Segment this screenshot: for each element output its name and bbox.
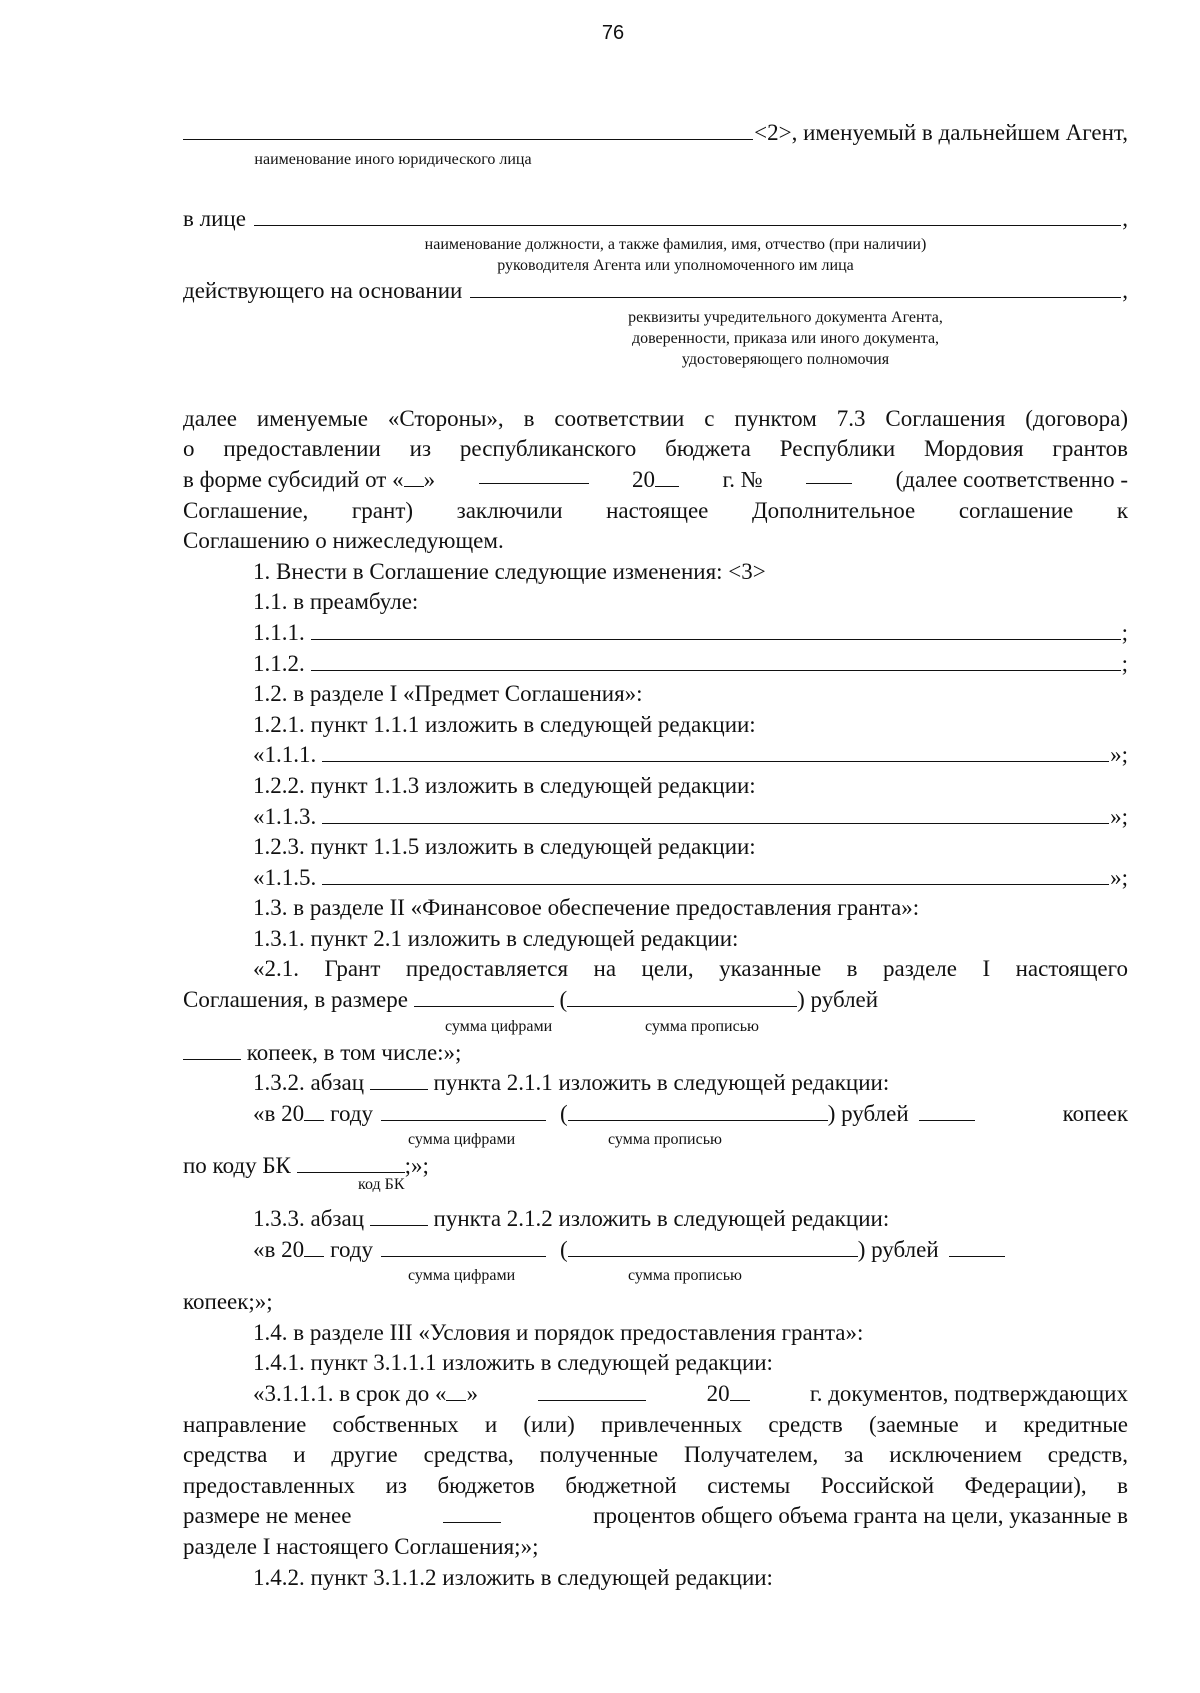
in-20: «в 20 (253, 1100, 305, 1126)
item-1-3-3 (183, 1204, 1128, 1235)
deadline-close: » (466, 1381, 478, 1406)
semicolon: ; (1121, 619, 1128, 645)
item-1-3: 1.3. в разделе II «Финансовое обеспечение предоставления гранта»: (253, 895, 920, 921)
sum-digits-blank (414, 988, 554, 1007)
caption-row-1-3-2 (183, 1129, 1128, 1151)
item-1-1-2-label: 1.1.2. (253, 650, 305, 676)
in-person-caption-2: руководителя Агента или уполномоченного им лица (497, 257, 854, 275)
deadline-open: «3.1.1.1. в срок до « (253, 1381, 447, 1406)
basis-blank (470, 277, 1121, 298)
min-size-label: размере не менее (183, 1503, 352, 1529)
year-blank (304, 1102, 324, 1121)
rubles-label: ) рублей (857, 1236, 939, 1262)
paren-open: ( (560, 1236, 568, 1262)
item-1-2-3: 1.2.3. пункт 1.1.5 изложить в следующей редакции: (253, 834, 756, 860)
year-blank (730, 1382, 750, 1401)
caption-sum-words: сумма прописью (608, 1131, 722, 1149)
close-quote: »; (1110, 803, 1128, 829)
kbk-blank (297, 1154, 405, 1173)
agent-line (183, 118, 1128, 149)
kopeks-line (183, 1038, 1128, 1069)
kbk-line (183, 1151, 1128, 1182)
basis-line (183, 276, 1128, 307)
sum-words-blank (568, 1238, 858, 1257)
sum-digits-blank (381, 1102, 546, 1121)
agent-suffix: <2>, именуемый в дальнейшем Агент, (754, 120, 1128, 145)
rubles-label: ) рублей (827, 1100, 909, 1126)
item-1-2-2: 1.2.2. пункт 1.1.3 изложить в следующей редакции: (253, 772, 756, 798)
caption-sum-digits: сумма цифрами (445, 1017, 553, 1035)
agent-name-blank (183, 119, 753, 140)
paragraph-3-1-1-1-line-3: средства и другие средства, полученные Получателем, за исключением средств, (183, 1442, 1128, 1468)
page-number: 76 (601, 22, 625, 44)
close-quote: »; (1110, 742, 1128, 768)
in-20: «в 20 (253, 1236, 305, 1262)
year-prefix: 20 (706, 1381, 730, 1406)
year-label: году (330, 1100, 374, 1126)
caption-sum-words: сумма прописью (645, 1017, 759, 1035)
year-label: году (330, 1236, 374, 1262)
kopeks-label: копеек (1062, 1100, 1128, 1126)
semicolon: ; (1121, 650, 1128, 676)
paragraph-2-1-line-2 (183, 985, 1128, 1016)
paragraph-label: 1.3.3. абзац (253, 1206, 365, 1232)
paragraph-3-1-1-1-line-4: предоставленных из бюджетов бюджетной системы Российской Федерации), в (183, 1472, 1128, 1498)
percent-blank (443, 1504, 501, 1523)
item-1-1-1-label: 1.1.1. (253, 619, 305, 645)
caption-row-1-3-3 (183, 1265, 1128, 1287)
day-blank (404, 468, 424, 487)
intro-line-4: Соглашение, грант) заключили настоящее Дополнительное соглашение к (183, 497, 1128, 523)
item-1-2: 1.2. в разделе I «Предмет Соглашения»: (253, 681, 643, 707)
caption-sum-digits: сумма цифрами (408, 1267, 516, 1285)
kbk-end: ;»; (404, 1153, 429, 1179)
item-1-1-2 (183, 649, 1128, 680)
paren-open: ( (559, 987, 568, 1013)
item-1-3-3-text: пункта 2.1.2 изложить в следующей редакции: (433, 1206, 890, 1232)
close-quote: »; (1110, 864, 1128, 890)
intro-line-3-end: (далее соответственно - (895, 466, 1128, 492)
item-1-3-1: 1.3.1. пункт 2.1 изложить в следующей редакции: (253, 925, 739, 951)
caption-sum-digits: сумма цифрами (408, 1131, 516, 1149)
in-person-caption-1: наименование должности, а также фамилия, имя, отчество (при наличии) (424, 236, 927, 254)
item-1-1-1-blank (311, 619, 1121, 640)
in-person-blank (254, 205, 1121, 226)
intro-line-5: Соглашению о нижеследующем. (183, 528, 504, 554)
basis-caption-2: доверенности, приказа или иного документа, (631, 329, 940, 347)
intro-line-2: о предоставлении из республиканского бюджета Республики Мордовия грантов (183, 436, 1128, 462)
paragraph-label: 1.3.2. абзац (253, 1070, 365, 1096)
date-close: » (423, 466, 436, 492)
deadline-text: г. документов, подтверждающих (809, 1381, 1128, 1406)
month-blank (479, 465, 589, 484)
quote-1-1-3-label: «1.1.3. (253, 803, 317, 829)
basis-caption-3: удостоверяющего полномочия (681, 350, 890, 368)
year-blank (655, 468, 679, 487)
quote-1-1-5 (183, 863, 1128, 894)
kopeks-blank (183, 1041, 241, 1060)
date-open: в форме субсидий от « (183, 466, 404, 492)
quote-1-1-3 (183, 802, 1128, 833)
caption-row-2-1 (183, 1016, 1128, 1038)
item-1-4-2: 1.4.2. пункт 3.1.1.2 изложить в следующей редакции: (253, 1564, 773, 1590)
intro-line-1: далее именуемые «Стороны», в соответствии с пунктом 7.3 Соглашения (договора) (183, 405, 1128, 431)
quote-1-1-1 (183, 740, 1128, 771)
item-1-1: 1.1. в преамбуле: (253, 589, 419, 615)
item-1-3-2 (183, 1068, 1128, 1099)
intro-line-3 (183, 465, 1128, 496)
sum-words-blank (568, 1102, 828, 1121)
caption-kbk: код БК (358, 1176, 405, 1194)
number-label: г. № (722, 466, 763, 492)
kbk-label: по коду БК (183, 1153, 291, 1179)
kopeks-end-line: копеек;»; (183, 1289, 273, 1315)
in-person-line (183, 204, 1128, 235)
quote-1-1-1-blank (322, 741, 1109, 762)
quote-1-1-3-blank (322, 803, 1109, 824)
paragraph-2-1-line-1: «2.1. Грант предоставляется на цели, указанные в разделе I настоящего (253, 956, 1128, 982)
item-1-2-1: 1.2.1. пункт 1.1.1 изложить в следующей редакции: (253, 711, 756, 737)
day-blank (446, 1382, 466, 1401)
percent-text: процентов общего объема гранта на цели, указанные в (593, 1503, 1128, 1529)
item-1-3-2-text: пункта 2.1.1 изложить в следующей редакции: (433, 1070, 890, 1096)
in-person-label: в лице (183, 205, 246, 231)
caption-row-kbk (183, 1176, 1128, 1204)
paragraph-blank (370, 1071, 428, 1090)
in-person-comma: , (1122, 205, 1128, 231)
caption-sum-words: сумма прописью (628, 1267, 742, 1285)
item-1-1-2-blank (311, 650, 1121, 671)
paragraph-3-1-1-1-line-6: разделе I настоящего Соглашения;»; (183, 1533, 539, 1559)
paragraph-3-1-1-1-line-5 (183, 1501, 1128, 1532)
number-blank (806, 465, 852, 484)
sum-digits-blank (381, 1238, 546, 1257)
quote-1-1-5-label: «1.1.5. (253, 864, 317, 890)
paragraph-3-1-1-1-line-1 (183, 1379, 1128, 1410)
kopeks-incl: копеек, в том числе:»; (246, 1039, 462, 1065)
agent-caption: наименование иного юридического лица (254, 150, 532, 168)
grant-size-label: Соглашения, в размере (183, 987, 408, 1013)
basis-label: действующего на основании (183, 278, 463, 304)
year-prefix: 20 (631, 466, 655, 492)
document-body (183, 118, 1128, 1593)
quote-1-1-5-blank (322, 864, 1109, 885)
kopeks-blank (919, 1102, 975, 1121)
year-blank (304, 1238, 324, 1257)
basis-caption-1: реквизиты учредительного документа Агента, (628, 308, 943, 326)
item-1: 1. Внести в Соглашение следующие изменения: <3> (253, 558, 766, 584)
paragraph-blank (370, 1207, 428, 1226)
quote-1-1-1-label: «1.1.1. (253, 742, 317, 768)
basis-comma: , (1122, 278, 1128, 304)
year-line-1 (183, 1099, 1128, 1130)
sum-words-blank (567, 988, 797, 1007)
paragraph-3-1-1-1-line-2: направление собственных и (или) привлеченных средств (заемные и кредитные (183, 1411, 1128, 1437)
month-blank (538, 1382, 646, 1401)
kopeks-blank (949, 1238, 1005, 1257)
item-1-1-1 (183, 618, 1128, 649)
year-line-2 (183, 1235, 1128, 1266)
item-1-4: 1.4. в разделе III «Условия и порядок предоставления гранта»: (253, 1319, 864, 1345)
rubles-label: ) рублей (797, 987, 879, 1013)
paren-open: ( (560, 1100, 568, 1126)
item-1-4-1: 1.4.1. пункт 3.1.1.1 изложить в следующей редакции: (253, 1350, 773, 1376)
